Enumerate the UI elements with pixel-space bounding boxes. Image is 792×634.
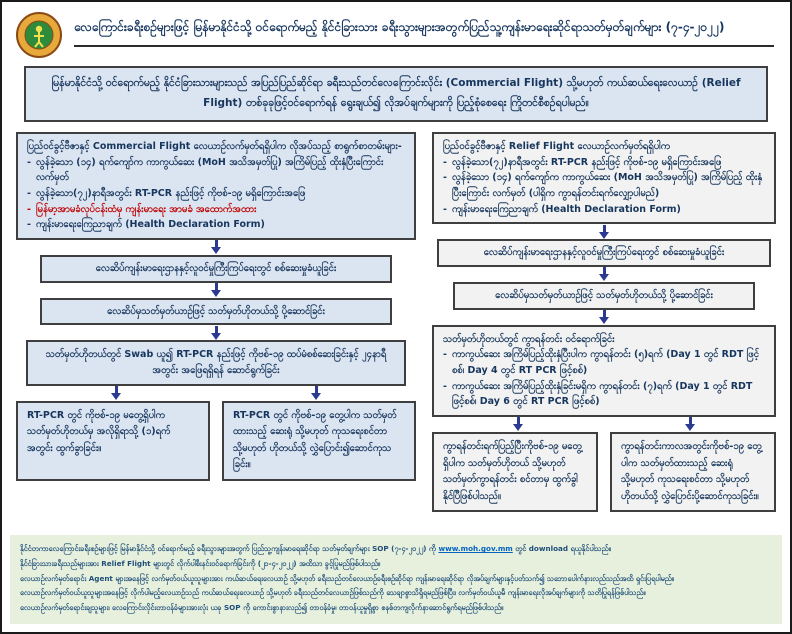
intro-banner: မြန်မာနိုင်ငံသို့ ဝင်ရောက်မည့် နိုင်ငံခြားသားများသည် အပြည်ပြည်ဆိုင်ရာ ခရီးသည်တင်လေကြောင်းလိုင်း (Commercial Flight) သို့မဟုတ် ကယ်ဆယ်ရေးလေယာဉ် (Relief Flight) တစ်ခုခုဖြင့်ဝင်ရောက်ရန် ရွေးချယ်၍ လိုအပ်ချက်များကို ပြည့်စုံစေရေး ကြိုတင်စီစဉ်ရပါမည်။ xyxy=(24,66,768,122)
quarantine-complete-box: ကွာရန်တင်းရက်ပြည့်ပြီးကိုဗစ်-၁၉ မတွေ့ရှိပါက သတ်မှတ်ဟိုတယ် သို့မဟုတ် သတ်မှတ်ကွာရန်တင်း စင်တာမှ ထွက်ခွါနိုင်ပြီဖြစ်ပါသည်။ xyxy=(432,432,598,513)
split-arrows xyxy=(16,386,416,401)
hotel-transport-box: လေဆိပ်မှသတ်မှတ်ယာဉ်ဖြင့် သတ်မှတ်ဟိုတယ်သို့ ပို့ဆောင်ခြင်း xyxy=(40,298,392,326)
quarantine-item: - ကာကွယ်ဆေး အကြိမ်ပြည့်ထိုးနှံပြီးပါက ကွာရန်တင်း (၅)ရက် (Day 1 တွင် RDT ဖြင့်စစ်၊ Day 4 တွင် RT PCR ဖြင့်စစ်) xyxy=(443,347,765,378)
requirement-item: - လွန်ခဲ့သော (၁၄) ရက်ကျော်က ကာကွယ်ဆေး (MoH အသိအမှတ်ပြု) အကြိမ်ပြည့် ထိုးနှံပြီးကြောင်း လက်မှတ် (ပါရှိက ကွာရန်တင်းရက်လျှော့ပါမည်) xyxy=(443,170,765,201)
split-arrows xyxy=(432,417,776,432)
arrow-down-icon xyxy=(604,417,776,432)
quarantine-positive-box: ကွာရန်တင်းကာလအတွင်းကိုဗစ်-၁၉ တွေ့ပါက သတ်မှတ်ထားသည့် ဆေးရုံ သို့မဟုတ် ကုသရေးစင်တာ သို့မဟုတ် ဟိုတယ်သို့ လွှဲပြောင်းပို့ဆောင်ကုသခြင်း။ xyxy=(610,432,776,513)
positive-result-box: RT-PCR တွင် ကိုဗစ်-၁၉ တွေ့ပါက သတ်မှတ်ထားသည့် ဆေးရုံ သို့မဟုတ် ကုသရေးစင်တာ သို့မဟုတ် ဟိုတယ်သို့ လွှဲပြောင်း၍ဆောင်ကုသခြင်း။ xyxy=(222,401,416,482)
commercial-flight-column xyxy=(16,132,416,481)
negative-result-box: RT-PCR တွင် ကိုဗစ်-၁၉ မတွေ့ရှိပါက သတ်မှတ်ဟိုတယ်မှ အလိုရှိရာသို့ (၁)ရက် အတွင်း ထွက်ခွာခြင်း။ xyxy=(16,401,210,482)
footer-notes xyxy=(10,535,782,624)
swab-test-box: သတ်မှတ်ဟိုတယ်တွင် Swab ယူ၍ RT-PCR နည်းဖြင့် ကိုဗစ်-၁၉ ထပ်မံစစ်ဆေးခြင်းနှင့် ၂၄နာရီအတွင်း အဖြေရရှိရန် ဆောင်ရွက်ခြင်း xyxy=(26,340,406,385)
commercial-outcomes xyxy=(16,401,416,482)
arrow-down-icon xyxy=(599,267,609,282)
footer-note: နိုင်ငံခြားသားခရီးသည်များအား Relief Flight များတွင် လိုက်ပါစီးနင်းဝင်ရောက်ခြင်းကို (၂၁-၄-၂၀၂၂) အထိသာ ခွင့်ပြုမည်ဖြစ်ပါသည်။ xyxy=(20,558,381,568)
requirement-item: - လွန်ခဲ့သော(၇၂)နာရီအတွင်း RT-PCR နည်းဖြင့် ကိုဗစ်-၁၉ မရှိကြောင်းအဖြေ xyxy=(27,186,405,202)
ministry-of-health-logo-icon xyxy=(16,12,62,58)
arrow-down-icon xyxy=(432,417,604,432)
commercial-requirements-box xyxy=(16,132,416,240)
quarantine-title: သတ်မှတ်ဟိုတယ်တွင် ကွာရန်တင်း ဝင်ရောက်ခြင်း xyxy=(443,333,615,345)
airport-check-box: လေဆိပ်ကျန်းမာရေးဌာနနှင့်လူဝင်မှုကြီးကြပ်ရေးတွင် စစ်ဆေးမှုခံယူခြင်း xyxy=(40,255,392,283)
footer-note: လေယာဉ်လက်မှတ်ရောင်းချသူများ၊ လေကြောင်းလိုင်းတာဝန်ခံများအားလုံး ယခု SOP ကို ကောင်းစွာနားလည်၍ တာဝန်ခံမှု၊ တာဝန်ယူမှုရှိစွာ စနစ်တကျလိုက်နာဆောင်ရွက်ရမည်ဖြစ်ပါသည်။ xyxy=(20,603,504,613)
requirement-item: - ကျန်းမာရေးကြေညာချက် (Health Declaration Form) xyxy=(27,217,405,233)
arrow-down-icon xyxy=(16,386,216,401)
page-title: လေကြောင်းခရီးစဉ်များဖြင့် မြန်မာနိုင်ငံသို့ ဝင်ရောက်မည့် နိုင်ငံခြားသား ခရီးသွားများအတွက်ပြည်သူ့ကျန်းမာရေးဆိုင်ရာသတ်မှတ်ချက်များ (၇-၄-၂၀၂၂) xyxy=(74,12,774,47)
header xyxy=(2,2,790,58)
relief-requirements-box xyxy=(432,132,776,224)
arrow-down-icon xyxy=(599,310,609,325)
arrow-down-icon xyxy=(216,386,416,401)
arrow-down-icon xyxy=(211,283,221,298)
arrow-down-icon xyxy=(599,224,609,239)
moh-website-link[interactable]: www.moh.gov.mm xyxy=(438,544,513,554)
footer-note: လေယာဉ်လက်မှတ်ရောင်း Agent များအနေဖြင့် လက်မှတ်ဝယ်ယူသူများအား ကယ်ဆယ်ရေးလေယာဉ် သို့မဟုတ် ခရီးသည်တင်လေယာဉ်ခရီးစဉ်ဆိုင်ရာ ကျန်းမာရေးဆိုင်ရာ လိုအပ်ချက်များနှင့်ပတ်သက်၍ သဘောပေါက်နားလည်သည်အထိ ရှင်းပြရပါမည်။ xyxy=(20,573,674,583)
hotel-transport-box: လေဆိပ်မှသတ်မှတ်ယာဉ်ဖြင့် သတ်မှတ်ဟိုတယ်သို့ ပို့ဆောင်ခြင်း xyxy=(453,282,756,310)
quarantine-box xyxy=(432,325,776,417)
requirement-item: - လွန်ခဲ့သော (၁၄) ရက်ကျော်က ကာကွယ်ဆေး (MoH အသိအမှတ်ပြု) အကြိမ်ပြည့် ထိုးနှံပြီးကြောင်းလက်မှတ် xyxy=(27,155,405,186)
commercial-requirements-title: ပြည်ဝင်ခွင့်ဗီဇာနှင့် Commercial Flight လေယာဉ်လက်မှတ်ရရှိပါက လိုအပ်သည့် စာရွက်စာတမ်းများ- xyxy=(27,140,402,152)
flowchart xyxy=(2,122,790,513)
requirement-item: - လွန်ခဲ့သော(၇၂)နာရီအတွင်း RT-PCR နည်းဖြင့် ကိုဗစ်-၁၉ မရှိကြောင်းအဖြေ xyxy=(443,155,765,171)
airport-check-box: လေဆိပ်ကျန်းမာရေးဌာနနှင့်လူဝင်မှုကြီးကြပ်ရေးတွင် စစ်ဆေးမှုခံယူခြင်း xyxy=(437,239,771,267)
relief-requirements-title: ပြည်ဝင်ခွင့်ဗီဇာနှင့် Relief Flight လေယာဉ်လက်မှတ်ရရှိပါက xyxy=(443,140,671,152)
quarantine-item: - ကာကွယ်ဆေး အကြိမ်ပြည့်ထိုးနှံခြင်းမရှိက ကွာရန်တင်း (၇)ရက် (Day 1 တွင် RDT ဖြင့်စစ်၊ Day 6 တွင် RT PCR ဖြင့်စစ်) xyxy=(443,379,765,410)
arrow-down-icon xyxy=(211,325,221,340)
footer-note-download: နိုင်ငံတကာလေကြောင်းခရီးစဉ်များဖြင့် မြန်မာနိုင်ငံသို့ ဝင်ရောက်မည့် ခရီးသွားများအတွက် ပြည်သူ့ကျန်းမာရေးဆိုင်ရာ သတ်မှတ်ချက်များ SOP (၇-၄-၂၀၂၂) ကို www.moh.gov.mm တွင် download ရယူနိုင်ပါသည်။ xyxy=(20,544,611,554)
footer-note: လေယာဉ်လက်မှတ်ဝယ်ယူသူများအနေဖြင့် လိုက်ပါမည့်လေယာဉ်သည် ကယ်ဆယ်ရေးလေယာဉ် သို့မဟုတ် ခရီးသည်တင်လေယာဉ်ဖြစ်သည်ကို သေချာစွာသိရှိရမည်ဖြစ်ပြီး၊ လက်မှတ်ဝယ်ယူမီ ကျန်းမာရေးလိုအပ်ချက်များကို သတိပြုရန်ဖြစ်ပါသည်။ xyxy=(20,588,646,598)
relief-flight-column xyxy=(432,132,776,513)
requirement-item: - ကျန်းမာရေးကြေညာချက် (Health Declaration Form) xyxy=(443,202,765,218)
arrow-down-icon xyxy=(211,240,221,255)
requirement-item-highlighted: - မြန်မာ့အာမခံလုပ်ငန်းထံမှ ကျန်းမာရေး အာမခံ အထောက်အထား xyxy=(27,202,405,218)
relief-outcomes xyxy=(432,432,776,513)
